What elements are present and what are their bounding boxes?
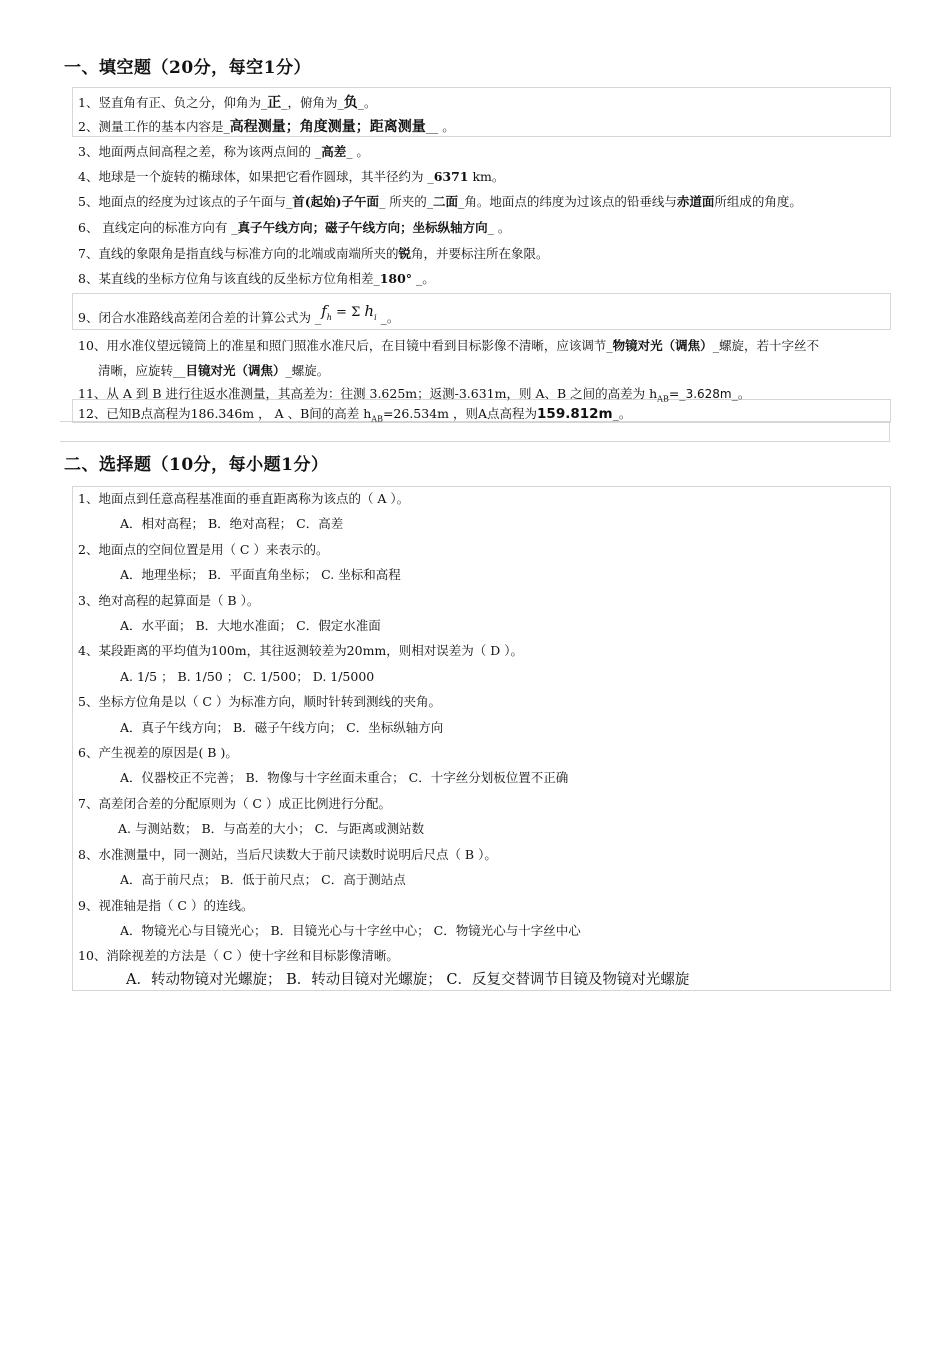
choice-question-6: 6、产生视差的原因是( B )。 bbox=[78, 745, 238, 760]
choice-question-3: 3、绝对高程的起算面是（ B ）。 bbox=[78, 593, 260, 608]
question-7: 7、直线的象限角是指直线与标准方向的北端或南端所夹的锐角，并要标注所在象限。 bbox=[78, 246, 549, 261]
question-4: 4、地球是一个旋转的椭球体，如果把它看作圆球，其半径约为 _6371 km。 bbox=[78, 169, 505, 184]
choice-question-4: 4、某段距离的平均值为100m，其往返测较差为20mm，则相对误差为（ D ）。 bbox=[78, 643, 523, 658]
choice-question-1: 1、地面点到任意高程基准面的垂直距离称为该点的（ A ）。 bbox=[78, 491, 410, 506]
choice-question-9: 9、视准轴是指（ C ）的连线。 bbox=[78, 898, 254, 913]
question-12: 12、已知B点高程为186.346m ， A 、B间的高差 $h_{AB}=26.534m$ ，则A点高程为159.812m_。 bbox=[78, 406, 632, 424]
choice-question-8: 8、水准测量中，同一测站，当后尺读数大于前尺读数时说明后尺点（ B ）。 bbox=[78, 847, 497, 862]
choice-options-10: A．转动物镜对光螺旋； B．转动目镜对光螺旋； C．反复交替调节目镜及物镜对光螺旋 bbox=[126, 972, 690, 988]
question-2: 2、测量工作的基本内容是_高程测量；角度测量；距离测量__ 。 bbox=[78, 119, 455, 135]
frame-q12-bottom bbox=[60, 421, 890, 442]
question-3: 3、地面两点间高程之差，称为该两点间的 _高差_ 。 bbox=[78, 144, 369, 159]
section1-title: 一、填空题（20分，每空1分） bbox=[64, 58, 311, 78]
choice-question-2: 2、地面点的空间位置是用（ C ）来表示的。 bbox=[78, 542, 329, 557]
choice-options-8: A．高于前尺点； B．低于前尺点； C．高于测站点 bbox=[120, 872, 406, 887]
question-10-line-1: 10、用水准仪望远镜筒上的准星和照门照准水准尺后，在目镜中看到目标影像不清晰，应该调节_物镜对光（调焦）_螺旋，若十字丝不 bbox=[78, 338, 819, 353]
choice-options-3: A．水平面； B．大地水准面； C．假定水准面 bbox=[120, 618, 381, 633]
choice-options-2: A．地理坐标； B．平面直角坐标； C. 坐标和高程 bbox=[120, 567, 401, 582]
choice-question-7: 7、高差闭合差的分配原则为（ C ）成正比例进行分配。 bbox=[78, 796, 391, 811]
section2-title: 二、选择题（10分，每小题1分） bbox=[64, 455, 329, 475]
question-6: 6、 直线定向的标准方向有 _真子午线方向；磁子午线方向；坐标纵轴方向_ 。 bbox=[78, 220, 511, 235]
choice-options-1: A．相对高程； B．绝对高程； C．高差 bbox=[120, 516, 344, 531]
choice-options-4: A. 1/5 ； B. 1/50 ； C. 1/500； D. 1/5000 bbox=[120, 669, 375, 684]
question-8: 8、某直线的坐标方位角与该直线的反坐标方位角相差_180° _。 bbox=[78, 271, 435, 286]
choice-options-5: A．真子午线方向； B．磁子午线方向； C．坐标纵轴方向 bbox=[120, 720, 444, 735]
choice-question-10: 10、消除视差的方法是（ C ）使十字丝和目标影像清晰。 bbox=[78, 948, 399, 963]
question-10-line-2: 清晰，应旋转__目镜对光（调焦）_螺旋。 bbox=[98, 363, 330, 378]
question-9: 9、闭合水准路线高差闭合差的计算公式为 $\_f_h = \Sigma$ $h_i$ _。 bbox=[78, 302, 400, 325]
frame-section2 bbox=[72, 486, 891, 991]
question-5: 5、地面点的经度为过该点的子午面与_首(起始)子午面_ 所夹的_二面_角。地面点的纬度为过该点的铅垂线与赤道面所组成的角度。 bbox=[78, 194, 802, 209]
choice-question-5: 5、坐标方位角是以（ C ）为标准方向，顺时针转到测线的夹角。 bbox=[78, 694, 441, 709]
question-11: 11、从 A 到 B 进行往返水准测量，其高差为：往测 3.625m；返测-3.631m，则 A、B 之间的高差为 $h_{AB}=\_3.628m\_$。 bbox=[78, 386, 751, 404]
choice-options-6: A．仪器校正不完善； B．物像与十字丝面未重合； C．十字丝分划板位置不正确 bbox=[120, 770, 569, 785]
question-1: 1、竖直角有正、负之分，仰角为_正_，俯角为_负_。 bbox=[78, 95, 377, 111]
formula-closure-error: $f_h = \Sigma$ $h_i$ bbox=[321, 302, 377, 322]
choice-options-7: A. 与测站数； B．与高差的大小； C．与距离或测站数 bbox=[118, 821, 425, 836]
choice-options-9: A．物镜光心与目镜光心； B．目镜光心与十字丝中心； C．物镜光心与十字丝中心 bbox=[120, 923, 581, 938]
